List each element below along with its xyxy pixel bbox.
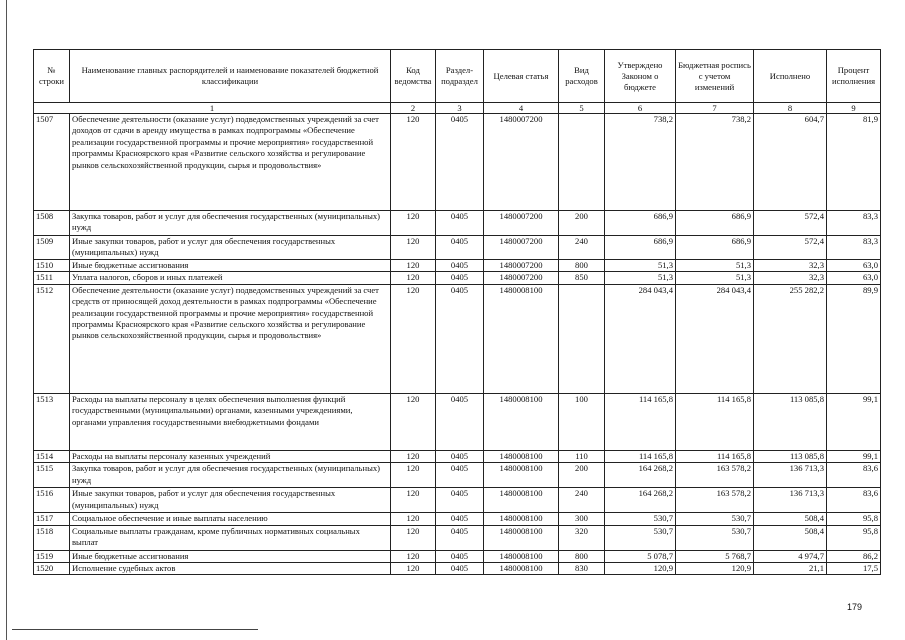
cell-expense-type: 100 xyxy=(559,393,605,450)
table-row xyxy=(34,211,881,236)
cell-executed: 255 282,2 xyxy=(754,284,827,393)
cell-percent: 63,0 xyxy=(827,260,881,272)
cell-department-code: 120 xyxy=(391,211,436,236)
cell-section: 0405 xyxy=(436,284,484,393)
cell-executed: 113 085,8 xyxy=(754,393,827,450)
cell-executed: 572,4 xyxy=(754,236,827,260)
cell-executed: 136 713,3 xyxy=(754,488,827,513)
column-number: 5 xyxy=(559,103,605,114)
cell-expense-type: 110 xyxy=(559,450,605,462)
cell-approved: 164 268,2 xyxy=(605,488,676,513)
cell-section: 0405 xyxy=(436,488,484,513)
cell-department-code: 120 xyxy=(391,236,436,260)
footer-rule xyxy=(12,629,258,630)
header-target-article: Целевая статья xyxy=(484,50,559,103)
cell-name: Иные бюджетные ассигнования xyxy=(70,260,391,272)
header-executed: Исполнено xyxy=(754,50,827,103)
cell-percent: 86,2 xyxy=(827,550,881,562)
cell-name: Социальные выплаты гражданам, кроме публичных нормативных социальных выплат xyxy=(70,525,391,550)
column-number: 8 xyxy=(754,103,827,114)
cell-section: 0405 xyxy=(436,550,484,562)
cell-approved: 686,9 xyxy=(605,236,676,260)
cell-percent: 83,6 xyxy=(827,488,881,513)
header-budget-schedule: Бюджетная роспись с учетом изменений xyxy=(676,50,754,103)
cell-row-number: 1518 xyxy=(34,525,70,550)
cell-section: 0405 xyxy=(436,211,484,236)
cell-target-article: 1480008100 xyxy=(484,463,559,488)
cell-percent: 83,3 xyxy=(827,211,881,236)
table-header-row xyxy=(34,50,881,103)
cell-row-number: 1507 xyxy=(34,114,70,211)
cell-row-number: 1512 xyxy=(34,284,70,393)
cell-name: Иные закупки товаров, работ и услуг для обеспечения государственных (муниципальных) нужд xyxy=(70,488,391,513)
cell-approved: 51,3 xyxy=(605,260,676,272)
cell-name: Обеспечение деятельности (оказание услуг) подведомственных учреждений за счет средств от приносящей доход деятельности в рамках подпрограммы «Обеспечение реализации государственной программы и прочие мероприятия» государственной программы Красноярского края «Развитие сельского хозяйства и регулирование рынков сельскохозяйственной продукции, сырья и продовольствия» xyxy=(70,284,391,393)
cell-name: Закупка товаров, работ и услуг для обеспечения государственных (муниципальных) нужд xyxy=(70,463,391,488)
table-row xyxy=(34,114,881,211)
cell-target-article: 1480008100 xyxy=(484,550,559,562)
page-left-edge-line xyxy=(6,0,7,640)
cell-executed: 508,4 xyxy=(754,525,827,550)
table-row xyxy=(34,550,881,562)
table-body xyxy=(34,114,881,575)
cell-target-article: 1480007200 xyxy=(484,114,559,211)
cell-expense-type xyxy=(559,284,605,393)
cell-approved: 530,7 xyxy=(605,513,676,525)
cell-approved: 114 165,8 xyxy=(605,450,676,462)
cell-percent: 99,1 xyxy=(827,450,881,462)
cell-department-code: 120 xyxy=(391,563,436,575)
table-row xyxy=(34,450,881,462)
cell-approved: 284 043,4 xyxy=(605,284,676,393)
cell-target-article: 1480008100 xyxy=(484,488,559,513)
cell-budget-schedule: 51,3 xyxy=(676,272,754,284)
column-number: 9 xyxy=(827,103,881,114)
cell-executed: 508,4 xyxy=(754,513,827,525)
cell-section: 0405 xyxy=(436,450,484,462)
cell-target-article: 1480008100 xyxy=(484,450,559,462)
header-department-code: Код ведомства xyxy=(391,50,436,103)
cell-department-code: 120 xyxy=(391,393,436,450)
column-number: 6 xyxy=(605,103,676,114)
cell-target-article: 1480007200 xyxy=(484,272,559,284)
cell-section: 0405 xyxy=(436,393,484,450)
cell-expense-type: 200 xyxy=(559,463,605,488)
cell-budget-schedule: 530,7 xyxy=(676,525,754,550)
cell-target-article: 1480007200 xyxy=(484,211,559,236)
table-row xyxy=(34,488,881,513)
cell-department-code: 120 xyxy=(391,525,436,550)
cell-section: 0405 xyxy=(436,463,484,488)
cell-executed: 113 085,8 xyxy=(754,450,827,462)
cell-row-number: 1514 xyxy=(34,450,70,462)
cell-percent: 99,1 xyxy=(827,393,881,450)
cell-executed: 21,1 xyxy=(754,563,827,575)
cell-budget-schedule: 163 578,2 xyxy=(676,488,754,513)
budget-execution-table xyxy=(33,49,881,575)
cell-approved: 5 078,7 xyxy=(605,550,676,562)
cell-name: Обеспечение деятельности (оказание услуг) подведомственных учреждений за счет доходов от сдачи в аренду имущества в рамках подпрограммы «Обеспечение реализации государственной программы и прочие мероприятия» государственной программы Красноярского края «Развитие сельского хозяйства и регулирование рынков сельскохозяйственной продукции, сырья и продовольствия» xyxy=(70,114,391,211)
cell-row-number: 1511 xyxy=(34,272,70,284)
cell-row-number: 1509 xyxy=(34,236,70,260)
cell-executed: 32,3 xyxy=(754,260,827,272)
cell-department-code: 120 xyxy=(391,550,436,562)
cell-department-code: 120 xyxy=(391,488,436,513)
cell-budget-schedule: 530,7 xyxy=(676,513,754,525)
cell-department-code: 120 xyxy=(391,450,436,462)
cell-department-code: 120 xyxy=(391,114,436,211)
cell-department-code: 120 xyxy=(391,284,436,393)
cell-budget-schedule: 686,9 xyxy=(676,211,754,236)
cell-row-number: 1513 xyxy=(34,393,70,450)
cell-expense-type: 800 xyxy=(559,550,605,562)
cell-percent: 89,9 xyxy=(827,284,881,393)
column-number: 4 xyxy=(484,103,559,114)
cell-section: 0405 xyxy=(436,272,484,284)
cell-approved: 738,2 xyxy=(605,114,676,211)
cell-row-number: 1517 xyxy=(34,513,70,525)
cell-budget-schedule: 51,3 xyxy=(676,260,754,272)
page-number: 179 xyxy=(847,602,863,612)
cell-percent: 95,8 xyxy=(827,525,881,550)
cell-name: Расходы на выплаты персоналу казенных учреждений xyxy=(70,450,391,462)
table-row xyxy=(34,393,881,450)
cell-target-article: 1480008100 xyxy=(484,393,559,450)
cell-expense-type: 800 xyxy=(559,260,605,272)
cell-section: 0405 xyxy=(436,513,484,525)
cell-approved: 530,7 xyxy=(605,525,676,550)
cell-budget-schedule: 284 043,4 xyxy=(676,284,754,393)
cell-percent: 81,9 xyxy=(827,114,881,211)
table-row xyxy=(34,513,881,525)
cell-section: 0405 xyxy=(436,525,484,550)
header-expense-type: Вид расходов xyxy=(559,50,605,103)
cell-executed: 32,3 xyxy=(754,272,827,284)
cell-percent: 95,8 xyxy=(827,513,881,525)
cell-target-article: 1480008100 xyxy=(484,513,559,525)
header-row-number: № строки xyxy=(34,50,70,103)
cell-expense-type: 200 xyxy=(559,211,605,236)
cell-executed: 572,4 xyxy=(754,211,827,236)
cell-name: Расходы на выплаты персоналу в целях обеспечения выполнения функций государственными (муниципальными) органами, казенными учреждениями, органами управления государственными внебюджетными фондами xyxy=(70,393,391,450)
column-number-row xyxy=(34,103,881,114)
cell-row-number: 1516 xyxy=(34,488,70,513)
column-number: 2 xyxy=(391,103,436,114)
cell-name: Уплата налогов, сборов и иных платежей xyxy=(70,272,391,284)
cell-percent: 83,6 xyxy=(827,463,881,488)
header-percent: Процент исполнения xyxy=(827,50,881,103)
cell-executed: 136 713,3 xyxy=(754,463,827,488)
cell-executed: 604,7 xyxy=(754,114,827,211)
header-section: Раздел-подраздел xyxy=(436,50,484,103)
table-row xyxy=(34,272,881,284)
cell-approved: 114 165,8 xyxy=(605,393,676,450)
cell-department-code: 120 xyxy=(391,463,436,488)
cell-name: Иные закупки товаров, работ и услуг для обеспечения государственных (муниципальных) нужд xyxy=(70,236,391,260)
table-row xyxy=(34,236,881,260)
cell-row-number: 1520 xyxy=(34,563,70,575)
cell-department-code: 120 xyxy=(391,260,436,272)
cell-target-article: 1480007200 xyxy=(484,236,559,260)
cell-department-code: 120 xyxy=(391,272,436,284)
column-number: 1 xyxy=(34,103,391,114)
table-row xyxy=(34,525,881,550)
cell-budget-schedule: 738,2 xyxy=(676,114,754,211)
cell-name: Иные бюджетные ассигнования xyxy=(70,550,391,562)
cell-budget-schedule: 114 165,8 xyxy=(676,393,754,450)
cell-section: 0405 xyxy=(436,114,484,211)
cell-approved: 164 268,2 xyxy=(605,463,676,488)
cell-executed: 4 974,7 xyxy=(754,550,827,562)
cell-row-number: 1515 xyxy=(34,463,70,488)
cell-expense-type: 830 xyxy=(559,563,605,575)
cell-section: 0405 xyxy=(436,236,484,260)
cell-target-article: 1480008100 xyxy=(484,563,559,575)
column-number: 3 xyxy=(436,103,484,114)
cell-expense-type: 300 xyxy=(559,513,605,525)
table-row xyxy=(34,284,881,393)
cell-row-number: 1508 xyxy=(34,211,70,236)
cell-name: Исполнение судебных актов xyxy=(70,563,391,575)
cell-row-number: 1519 xyxy=(34,550,70,562)
cell-percent: 63,0 xyxy=(827,272,881,284)
cell-budget-schedule: 5 768,7 xyxy=(676,550,754,562)
header-name: Наименование главных распорядителей и наименование показателей бюджетной классификации xyxy=(70,50,391,103)
table-row xyxy=(34,563,881,575)
cell-approved: 686,9 xyxy=(605,211,676,236)
table-row xyxy=(34,463,881,488)
cell-expense-type xyxy=(559,114,605,211)
cell-expense-type: 320 xyxy=(559,525,605,550)
cell-department-code: 120 xyxy=(391,513,436,525)
header-approved: Утверждено Законом о бюджете xyxy=(605,50,676,103)
cell-budget-schedule: 120,9 xyxy=(676,563,754,575)
cell-expense-type: 240 xyxy=(559,488,605,513)
cell-name: Закупка товаров, работ и услуг для обеспечения государственных (муниципальных) нужд xyxy=(70,211,391,236)
cell-percent: 17,5 xyxy=(827,563,881,575)
cell-target-article: 1480008100 xyxy=(484,284,559,393)
cell-budget-schedule: 163 578,2 xyxy=(676,463,754,488)
cell-target-article: 1480008100 xyxy=(484,525,559,550)
column-number: 7 xyxy=(676,103,754,114)
cell-row-number: 1510 xyxy=(34,260,70,272)
cell-section: 0405 xyxy=(436,260,484,272)
cell-budget-schedule: 114 165,8 xyxy=(676,450,754,462)
cell-approved: 51,3 xyxy=(605,272,676,284)
cell-expense-type: 850 xyxy=(559,272,605,284)
table-row xyxy=(34,260,881,272)
cell-target-article: 1480007200 xyxy=(484,260,559,272)
cell-percent: 83,3 xyxy=(827,236,881,260)
cell-budget-schedule: 686,9 xyxy=(676,236,754,260)
cell-expense-type: 240 xyxy=(559,236,605,260)
cell-section: 0405 xyxy=(436,563,484,575)
cell-approved: 120,9 xyxy=(605,563,676,575)
cell-name: Социальное обеспечение и иные выплаты населению xyxy=(70,513,391,525)
